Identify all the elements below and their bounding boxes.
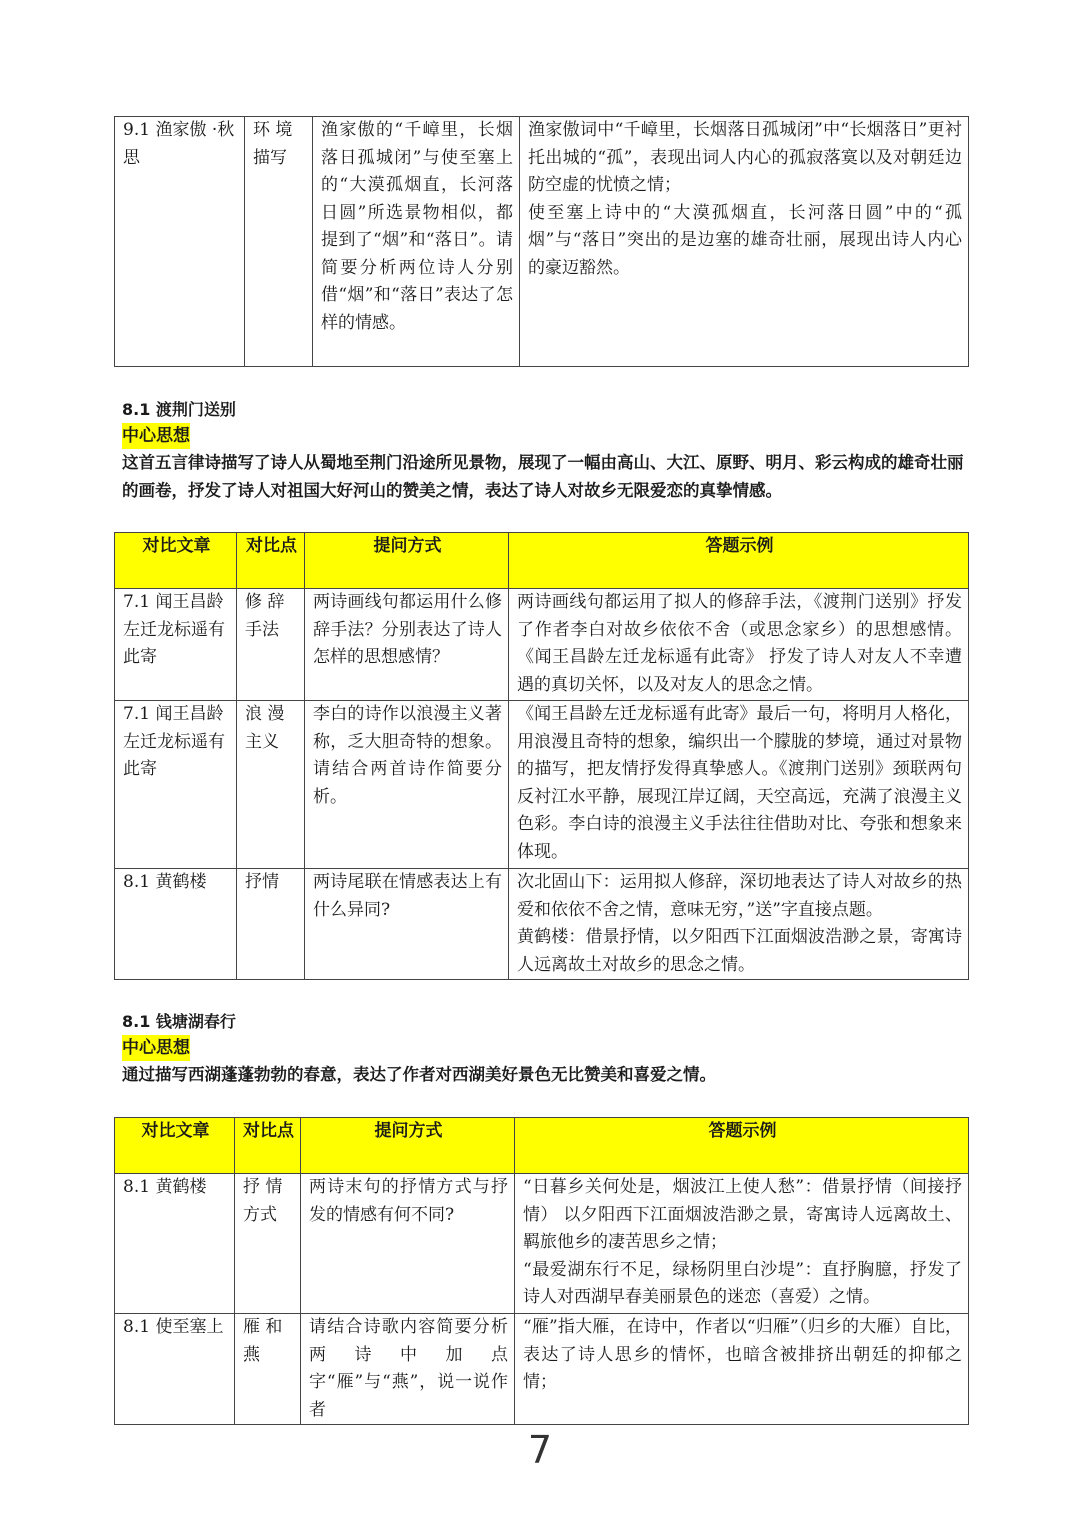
page-number: 7 — [527, 1428, 553, 1472]
comparison-table-3 — [114, 1117, 969, 1425]
header-question: 提问方式 — [305, 533, 509, 589]
cell-question: 两诗画线句都运用什么修辞手法？分别表达了诗人怎样的思想感情？ — [305, 589, 509, 701]
section-dujingmen — [122, 396, 972, 505]
cell-article: 8.1 使至塞上 — [115, 1314, 235, 1425]
cell-answer: 渔家傲词中“千嶂里，长烟落日孤城闭”中“长烟落日”更衬托出城的“孤”，表现出词人内心的孤寂落寞以及对朝廷边防空虚的忧愤之情； 使至塞上诗中的“大漠孤烟直，长河落日圆”中的“孤烟”与“落日”突出的是边塞的雄奇壮丽，展现出诗人内心的豪迈豁然。 — [520, 117, 969, 367]
comparison-table-1 — [114, 116, 969, 367]
cell-question: 请结合诗歌内容简要分析两诗中加点字“雁”与“燕”，说一说作者 — [301, 1314, 515, 1425]
cell-point: 雁 和燕 — [235, 1314, 301, 1425]
cell-answer: 《闻王昌龄左迁龙标遥有此寄》最后一句，将明月人格化，用浪漫且奇特的想象，编织出一个朦胧的梦境，通过对景物的描写，把友情抒发得真挚感人。《渡荆门送别》颈联两句反衬江水平静，展现江岸辽阔，天空高远，充满了浪漫主义色彩。李白诗的浪漫主义手法往往借助对比、夸张和想象来体现。 — [509, 701, 969, 869]
cell-question: 两诗末句的抒情方式与抒发的情感有何不同? — [301, 1174, 515, 1314]
table-row — [115, 1174, 969, 1314]
cell-article: 7.1 闻王昌龄左迁龙标遥有此寄 — [115, 701, 237, 869]
table-row — [115, 589, 969, 701]
table-row — [115, 701, 969, 869]
cell-point: 环 境描写 — [245, 117, 313, 367]
cell-question: 两诗尾联在情感表达上有什么异同? — [305, 869, 509, 980]
table-header-row — [115, 533, 969, 589]
cell-answer: “雁”指大雁，在诗中，作者以“归雁”（归乡的大雁）自比，表达了诗人思乡的情怀，也暗含被排挤出朝廷的抑郁之情； — [515, 1314, 969, 1425]
section-title: 8.1 钱塘湖春行 — [122, 1012, 236, 1031]
section-summary: 这首五言律诗描写了诗人从蜀地至荆门沿途所见景物，展现了一幅由高山、大江、原野、明月、彩云构成的雄奇壮丽的画卷，抒发了诗人对祖国大好河山的赞美之情，表达了诗人对故乡无限爱恋的真挚情感。 — [122, 453, 964, 500]
cell-question: 渔家傲的“千嶂里，长烟落日孤城闭”与使至塞上的“大漠孤烟直，长河落日圆”所选景物相似，都提到了“烟”和“落日”。请简要分析两位诗人分别借“烟”和“落日”表达了怎样的情感。 — [313, 117, 520, 367]
table-row — [115, 1314, 969, 1425]
cell-point: 抒情 — [237, 869, 305, 980]
section-title: 8.1 渡荆门送别 — [122, 400, 236, 419]
section-subtitle: 中心思想 — [122, 1035, 190, 1061]
section-subtitle: 中心思想 — [122, 423, 190, 449]
header-answer: 答题示例 — [515, 1118, 969, 1174]
table-row — [115, 117, 969, 367]
cell-answer: 两诗画线句都运用了拟人的修辞手法，《渡荆门送别》抒发了作者李白对故乡依依不舍（或思念家乡）的思想感情。《闻王昌龄左迁龙标遥有此寄》 抒发了诗人对友人不幸遭遇的真切关怀，以及对友人的思念之情。 — [509, 589, 969, 701]
comparison-table-2 — [114, 532, 969, 980]
cell-article: 8.1 黄鹤楼 — [115, 869, 237, 980]
cell-question: 李白的诗作以浪漫主义著称，乏大胆奇特的想象。请结合两首诗作简要分析。 — [305, 701, 509, 869]
table-header-row — [115, 1118, 969, 1174]
cell-article: 8.1 黄鹤楼 — [115, 1174, 235, 1314]
cell-point: 修 辞手法 — [237, 589, 305, 701]
header-point: 对比点 — [235, 1118, 301, 1174]
cell-point: 抒 情方式 — [235, 1174, 301, 1314]
cell-article: 9.1 渔家傲 ·秋思 — [115, 117, 245, 367]
cell-article: 7.1 闻王昌龄左迁龙标遥有此寄 — [115, 589, 237, 701]
section-qiantanghu — [122, 1008, 972, 1089]
header-article: 对比文章 — [115, 1118, 235, 1174]
header-article: 对比文章 — [115, 533, 237, 589]
cell-answer: “日暮乡关何处是，烟波江上使人愁”：借景抒情（间接抒情） 以夕阳西下江面烟波浩渺之景，寄寓诗人远离故土、羁旅他乡的凄苦思乡之情； “最爱湖东行不足，绿杨阴里白沙堤”：直抒胸臆，抒发了诗人对西湖早春美丽景色的迷恋（喜爱）之情。 — [515, 1174, 969, 1314]
table-row — [115, 869, 969, 980]
cell-point: 浪 漫主义 — [237, 701, 305, 869]
cell-answer: 次北固山下：运用拟人修辞，深切地表达了诗人对故乡的热爱和依依不舍之情，意味无穷，”送”字直接点题。 黄鹤楼：借景抒情，以夕阳西下江面烟波浩渺之景，寄寓诗人远离故土对故乡的思念之情。 — [509, 869, 969, 980]
section-summary: 通过描写西湖蓬蓬勃勃的春意，表达了作者对西湖美好景色无比赞美和喜爱之情。 — [122, 1065, 716, 1084]
header-answer: 答题示例 — [509, 533, 969, 589]
header-point: 对比点 — [237, 533, 305, 589]
header-question: 提问方式 — [301, 1118, 515, 1174]
